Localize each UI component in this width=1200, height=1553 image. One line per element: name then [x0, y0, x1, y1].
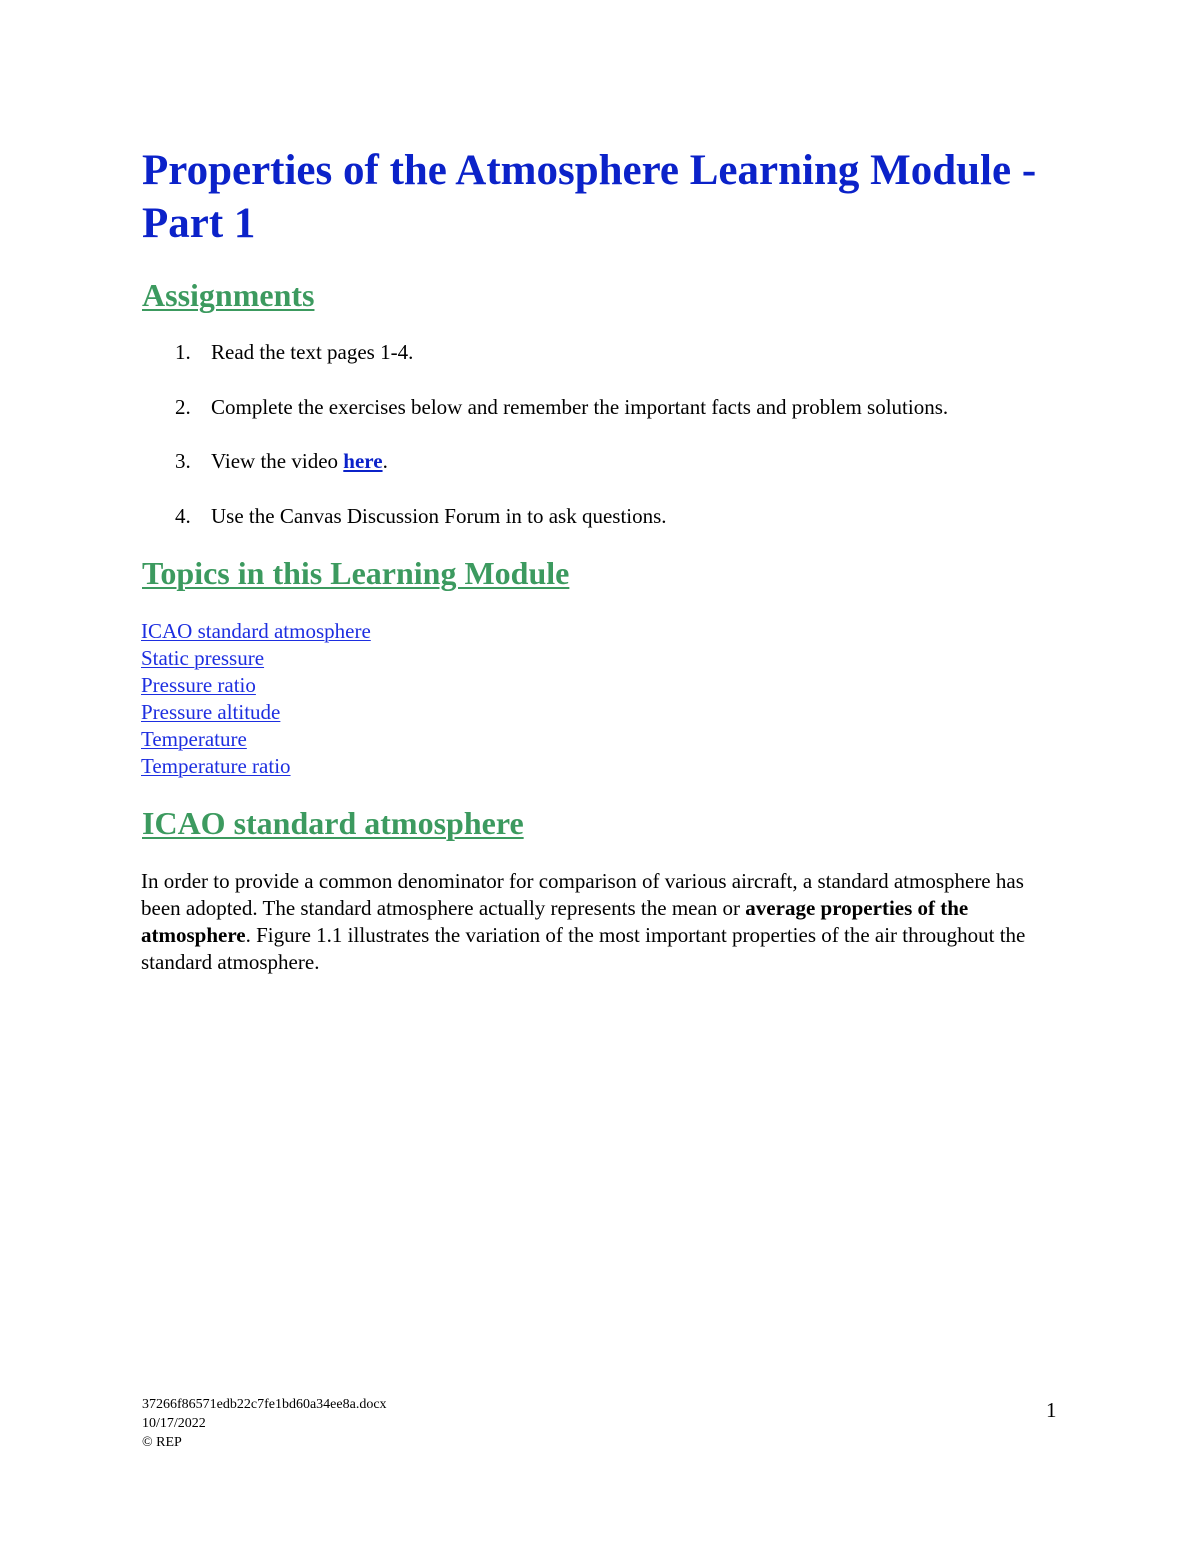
assignment-text-end: .: [382, 449, 388, 473]
assignment-item: [175, 448, 388, 474]
topic-link-pressure-altitude[interactable]: Pressure altitude: [141, 700, 281, 724]
list-number: 1.: [175, 340, 191, 364]
topic-link-temperature[interactable]: Temperature: [141, 727, 247, 751]
assignment-text: Use the Canvas Discussion Forum in to ask questions.: [211, 504, 667, 528]
list-number: 4.: [175, 504, 191, 528]
list-number: 3.: [175, 449, 191, 473]
page-footer: [142, 1395, 387, 1452]
topic-link-static-pressure[interactable]: Static pressure: [141, 646, 265, 670]
topic-link-pressure-ratio[interactable]: Pressure ratio: [141, 673, 256, 697]
assignments-heading: Assignments: [142, 277, 315, 313]
assignment-text: Complete the exercises below and remember the important facts and problem solutions.: [211, 395, 949, 419]
page-number: 1: [1046, 1398, 1057, 1422]
icao-heading: ICAO standard atmosphere: [142, 805, 524, 841]
video-link[interactable]: here: [343, 449, 383, 473]
assignment-text: Read the text pages 1-4.: [211, 340, 414, 364]
list-number: 2.: [175, 395, 191, 419]
assignment-item: [175, 339, 413, 365]
paragraph-bold-text: average properties of the atmosphere: [141, 896, 969, 947]
assignment-item: [175, 503, 667, 529]
footer-filename: 37266f86571edb22c7fe1bd60a34ee8a.docx: [142, 1397, 387, 1412]
document-title: Properties of the Atmosphere Learning Module - Part 1: [142, 147, 1037, 247]
assignment-text: View the video: [211, 449, 344, 473]
paragraph-text: In order to provide a common denominator for comparison of various aircraft, a standard atmosphere has been adopted. The standard atmosphere actually represents the mean or: [141, 869, 1024, 920]
footer-date: 10/17/2022: [142, 1416, 206, 1431]
icao-paragraph: [141, 868, 1061, 976]
topics-list: [141, 618, 371, 780]
topic-link-temperature-ratio[interactable]: Temperature ratio: [141, 754, 291, 778]
topics-heading: Topics in this Learning Module: [142, 555, 570, 591]
paragraph-text-end: . Figure 1.1 illustrates the variation of the most important properties of the air throughout the standard atmosphere.: [141, 923, 1026, 974]
topic-link-icao-standard-atmosphere[interactable]: ICAO standard atmosphere: [141, 619, 371, 643]
assignment-item: [175, 394, 948, 420]
footer-copyright: © REP: [142, 1435, 182, 1450]
